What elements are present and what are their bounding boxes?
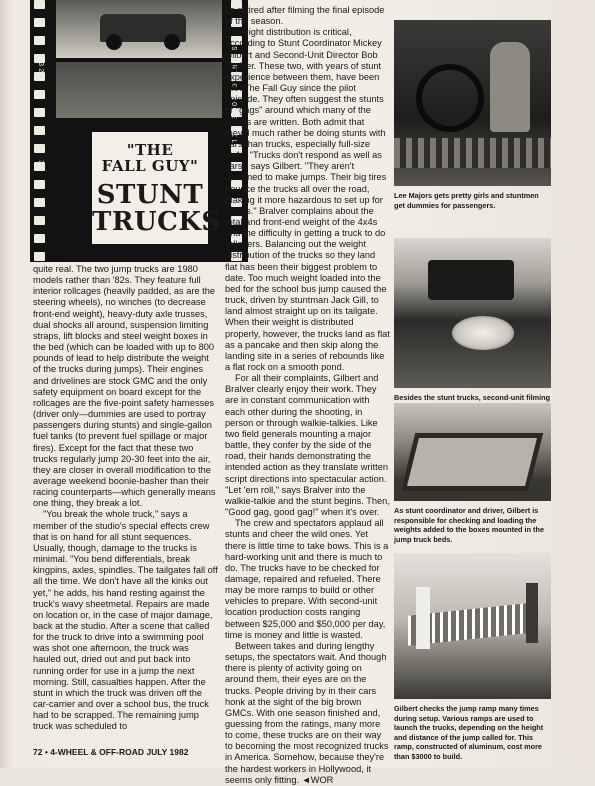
film-edge-text: 32A (36, 62, 44, 81)
photo-jump-ramp (394, 553, 551, 699)
sprocket-holes-left (34, 0, 47, 262)
vehicle-shape (428, 260, 514, 300)
film-frame-truck-photo (56, 0, 222, 58)
headline-line: "THE (126, 141, 174, 159)
person-figure (416, 587, 430, 649)
spare-tire-shape (452, 316, 514, 350)
paragraph: For all their complaints, Gilbert and Bralver clearly enjoy their work. They are in constant communication with each other during the shooting, in person or through walkie-talkies. Like two field generals mounting a major battle, they confer by the side of the road, their hands demonstrating the intended action as they translate written script directions into spectacular action. "Let 'em roll," says Bralver into the walkie-talkie and the stunt begins. Then, "Good gag, good gag!" when it's over. (225, 373, 390, 518)
person-figure (526, 583, 538, 643)
page-number: 72 (33, 747, 43, 757)
headline-large (92, 180, 221, 237)
photo-truck-cab-interior (394, 20, 551, 186)
photo-caption: As stunt coordinator and driver, Gilbert is responsible for checking and loading the weights added to the boxes mounted in the jump truck beds. (394, 506, 544, 544)
headline-line: FALL GUY" (101, 157, 199, 175)
publication-info: 4-WHEEL & OFF-ROAD JULY 1982 (50, 747, 189, 757)
film-edge-text: 33 (36, 160, 44, 173)
person-figure (490, 42, 530, 132)
headline-line: TRUCKS (92, 207, 221, 237)
photo-filming-crew (394, 238, 551, 388)
footer-bullet: • (44, 747, 48, 757)
seat-pattern (394, 138, 551, 168)
article-column-1 (33, 264, 219, 733)
page-footer (33, 747, 188, 757)
photo-caption: Besides the stunt trucks, second-unit filming (394, 393, 551, 402)
weight-box-shape (401, 433, 543, 491)
headline-small (92, 142, 208, 174)
paragraph: "You break the whole truck," says a member of the studio's special effects crew that is on hand for all stunt sequences. Usually, though, damage to the trucks is minimal. "You bend differentials, break kingpins, axles, spindles. The tailgates fall off all the time. We don't have all the kinks out yet," he adds, his hand resting against the truck's wavy sheetmetal. Repairs are made on location or, in the case of major damage, back at the studio. After a scene that called for the truck to drive into a swimming pool was shot one afternoon, the truck was hauled out, dried out and put back into running order for use in a jump the next morning. Still, casualties happen. After the stunt in which the truck was driven off the car-carrier and over a school bus, the truck had to be scrapped. The remaining jump truck was scheduled to (33, 509, 218, 732)
filmstrip-graphic (30, 0, 248, 262)
paragraph: be retired after filming the final episode of the season. (225, 5, 385, 27)
article-column-2 (225, 5, 390, 786)
film-edge-text: ES ENTACHROME FILM (229, 40, 237, 152)
steering-wheel-shape (416, 64, 484, 132)
film-frame-photo (56, 62, 222, 118)
headline-line: STUNT (96, 180, 204, 210)
paragraph: Between takes and during lengthy setups, the spectators wait. And though there is plenty of activity going on around them, their eyes are on the trucks. People driving by in their cars honk at the sight of the big brown GMCs. With one season finished and, guessing from the ratings, many more to come, these trucks are on their way to becoming the most recognized trucks in America. Somehow, because they're the hardest workers in Hollywood, it seems only fitting. ◄WOR (225, 640, 389, 785)
paragraph: quite real. The two jump trucks are 1980 models rather than '82s. They feature full interior rollcages (heavily padded, as are the steering wheels), no winches (to decrease front-end weight), heavy-duty axle trusses, dual shocks all around, suspension limiting straps, lift blocks and steel weight boxes in the bed (which can be loaded with up to 800 pounds of lead to help distribute the weight of the trucks during jumps). Their engines and drivelines are stock GMC and the only safety equipment on board except for the rollcages are the five-point safety harnesses (driver only—dummies are used to portray passengers during stunts) and single-gallon fuel tanks (to prevent fuel spillage or major fires). Except for the fact that these two trucks regularly jump 20-30 feet into the air, they are closer in overall modification to the average weekend boonie-basher than their racing counterparts—which generally means one thing, they break a lot. (33, 264, 216, 509)
photo-caption: Lee Majors gets pretty girls and stuntmen get dummies for passengers. (394, 191, 539, 210)
paragraph: The crew and spectators applaud all stunts and cheer the wild ones. Yet there is little time to take bows. This is a hard-working unit and there is much to do. The trucks have to be checked for damage, repaired and refueled. There may be more ramps to build or other vehicles to prepare. With second-unit location production costs ranging between $25,000 and $50,000 per day, time is money and little is wasted. (225, 518, 389, 640)
photo-caption: Gilbert checks the jump ramp many times during setup. Various ramps are used to launch the trucks, depending on the height and distance of the jump called for. This ramp, constructed of aluminum, cost more than $3000 to build. (394, 704, 544, 761)
wheel-shape (106, 34, 122, 50)
wheel-shape (164, 34, 180, 50)
paragraph: Weight distribution is critical, according to Stunt Coordinator Mickey Gilbert and Second-Unit Director Bob Bralver. These two, with years of stunt experience between them, have been with The Fall Guy since the pilot episode. They often suggest the stunts or "gags" around which many of the shows are written. Both admit that they'd much rather be doing stunts with cars than trucks, especially full-size 4x4s. "Trucks don't respond as well as cars," says Gilbert. "They aren't designed to make jumps. Their big tires bounce the trucks all over the road, making it more hazardous to set up for ramps." Bralver complains about the total and front-end weight of the 4x4s and the difficulty in getting a truck to do rollovers. Balancing out the weight distribution of the trucks so they land flat has been their biggest problem to date. Too much weight loaded into the bed for the school bus jump caused the truck, driven by stuntman Jack Gill, to land almost straight up on its tailgate. When their weight is distributed properly, however, the trucks land as flat as a pancake and then skip along the landing site in a series of rebounds like a flat rock on a smooth pond. (225, 27, 390, 372)
title-box (92, 132, 221, 244)
photo-weight-box (394, 403, 551, 501)
